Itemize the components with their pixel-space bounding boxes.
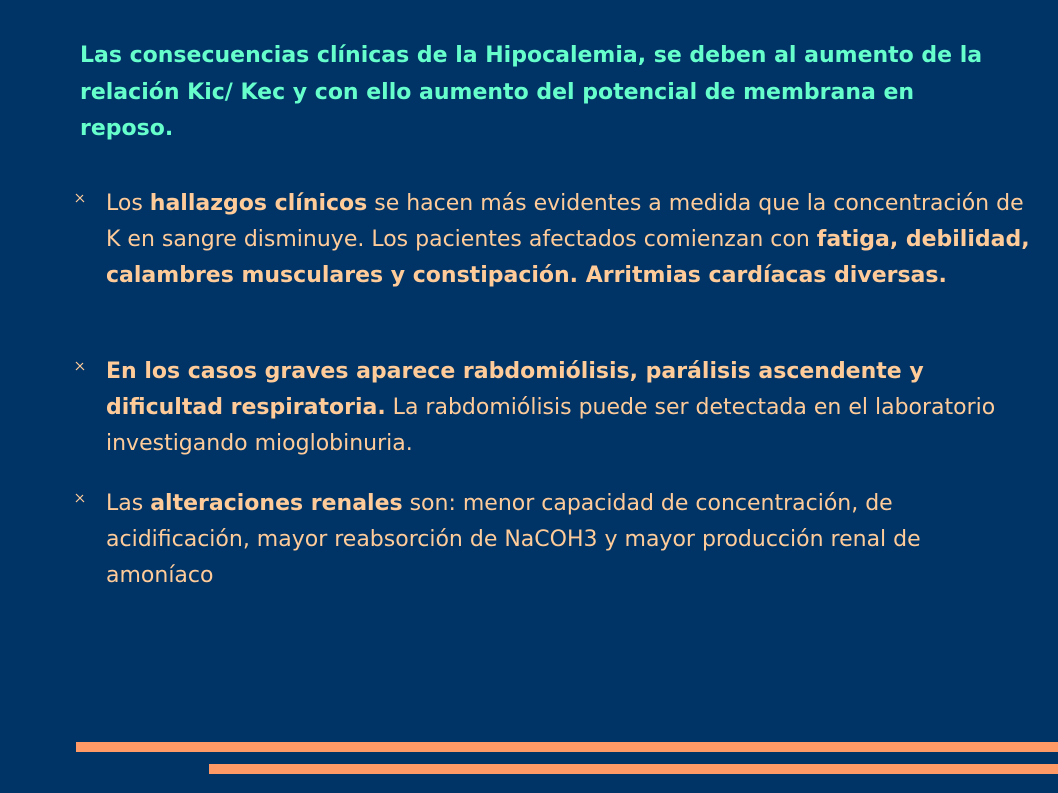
bullet-text: [106, 186, 1034, 294]
bullet-text-bold: En los casos graves aparece rabdomiólisis, parálisis ascendente y dificultad respiratoria.: [106, 359, 924, 420]
bullet-text-bold: fatiga, debilidad, calambres musculares y constipación. Arritmias cardíacas diversas.: [106, 227, 1030, 288]
bullet-item-hallazgos: [74, 186, 1034, 294]
bullet-text: [106, 354, 1034, 462]
bullet-text-run: son: menor capacidad de concentración, de acidificación, mayor reabsorción de NaCOH3 y mayor producción renal de amoníaco: [106, 491, 921, 588]
bullet-marker-icon: [74, 492, 88, 506]
bullet-item-alteraciones-renales: [74, 486, 1034, 594]
bullet-text-bold: alteraciones renales: [150, 491, 403, 516]
slide-title: Las consecuencias clínicas de la Hipocalemia, se deben al aumento de la relación Kic/ Kec y con ello aumento del potencial de membrana en reposo.: [80, 43, 983, 141]
bullet-text-run: se hacen más evidentes a medida que la concentración de K en sangre disminuye. Los pacientes afectados comienzan con: [106, 191, 1024, 252]
bullet-text: [106, 486, 1034, 594]
bullet-text-bold: hallazgos clínicos: [149, 191, 368, 216]
accent-bar-top: [76, 742, 1058, 752]
bullet-marker-icon: [74, 192, 88, 206]
bullet-marker-icon: [74, 360, 88, 374]
bullet-text-run: Las: [106, 491, 151, 516]
bullet-item-casos-graves: [74, 354, 1034, 462]
bullet-text-run: Los: [106, 191, 150, 216]
bullet-text-run: La rabdomiólisis puede ser detectada en el laboratorio investigando mioglobinuria.: [106, 395, 996, 456]
accent-bar-bottom: [209, 764, 1058, 774]
